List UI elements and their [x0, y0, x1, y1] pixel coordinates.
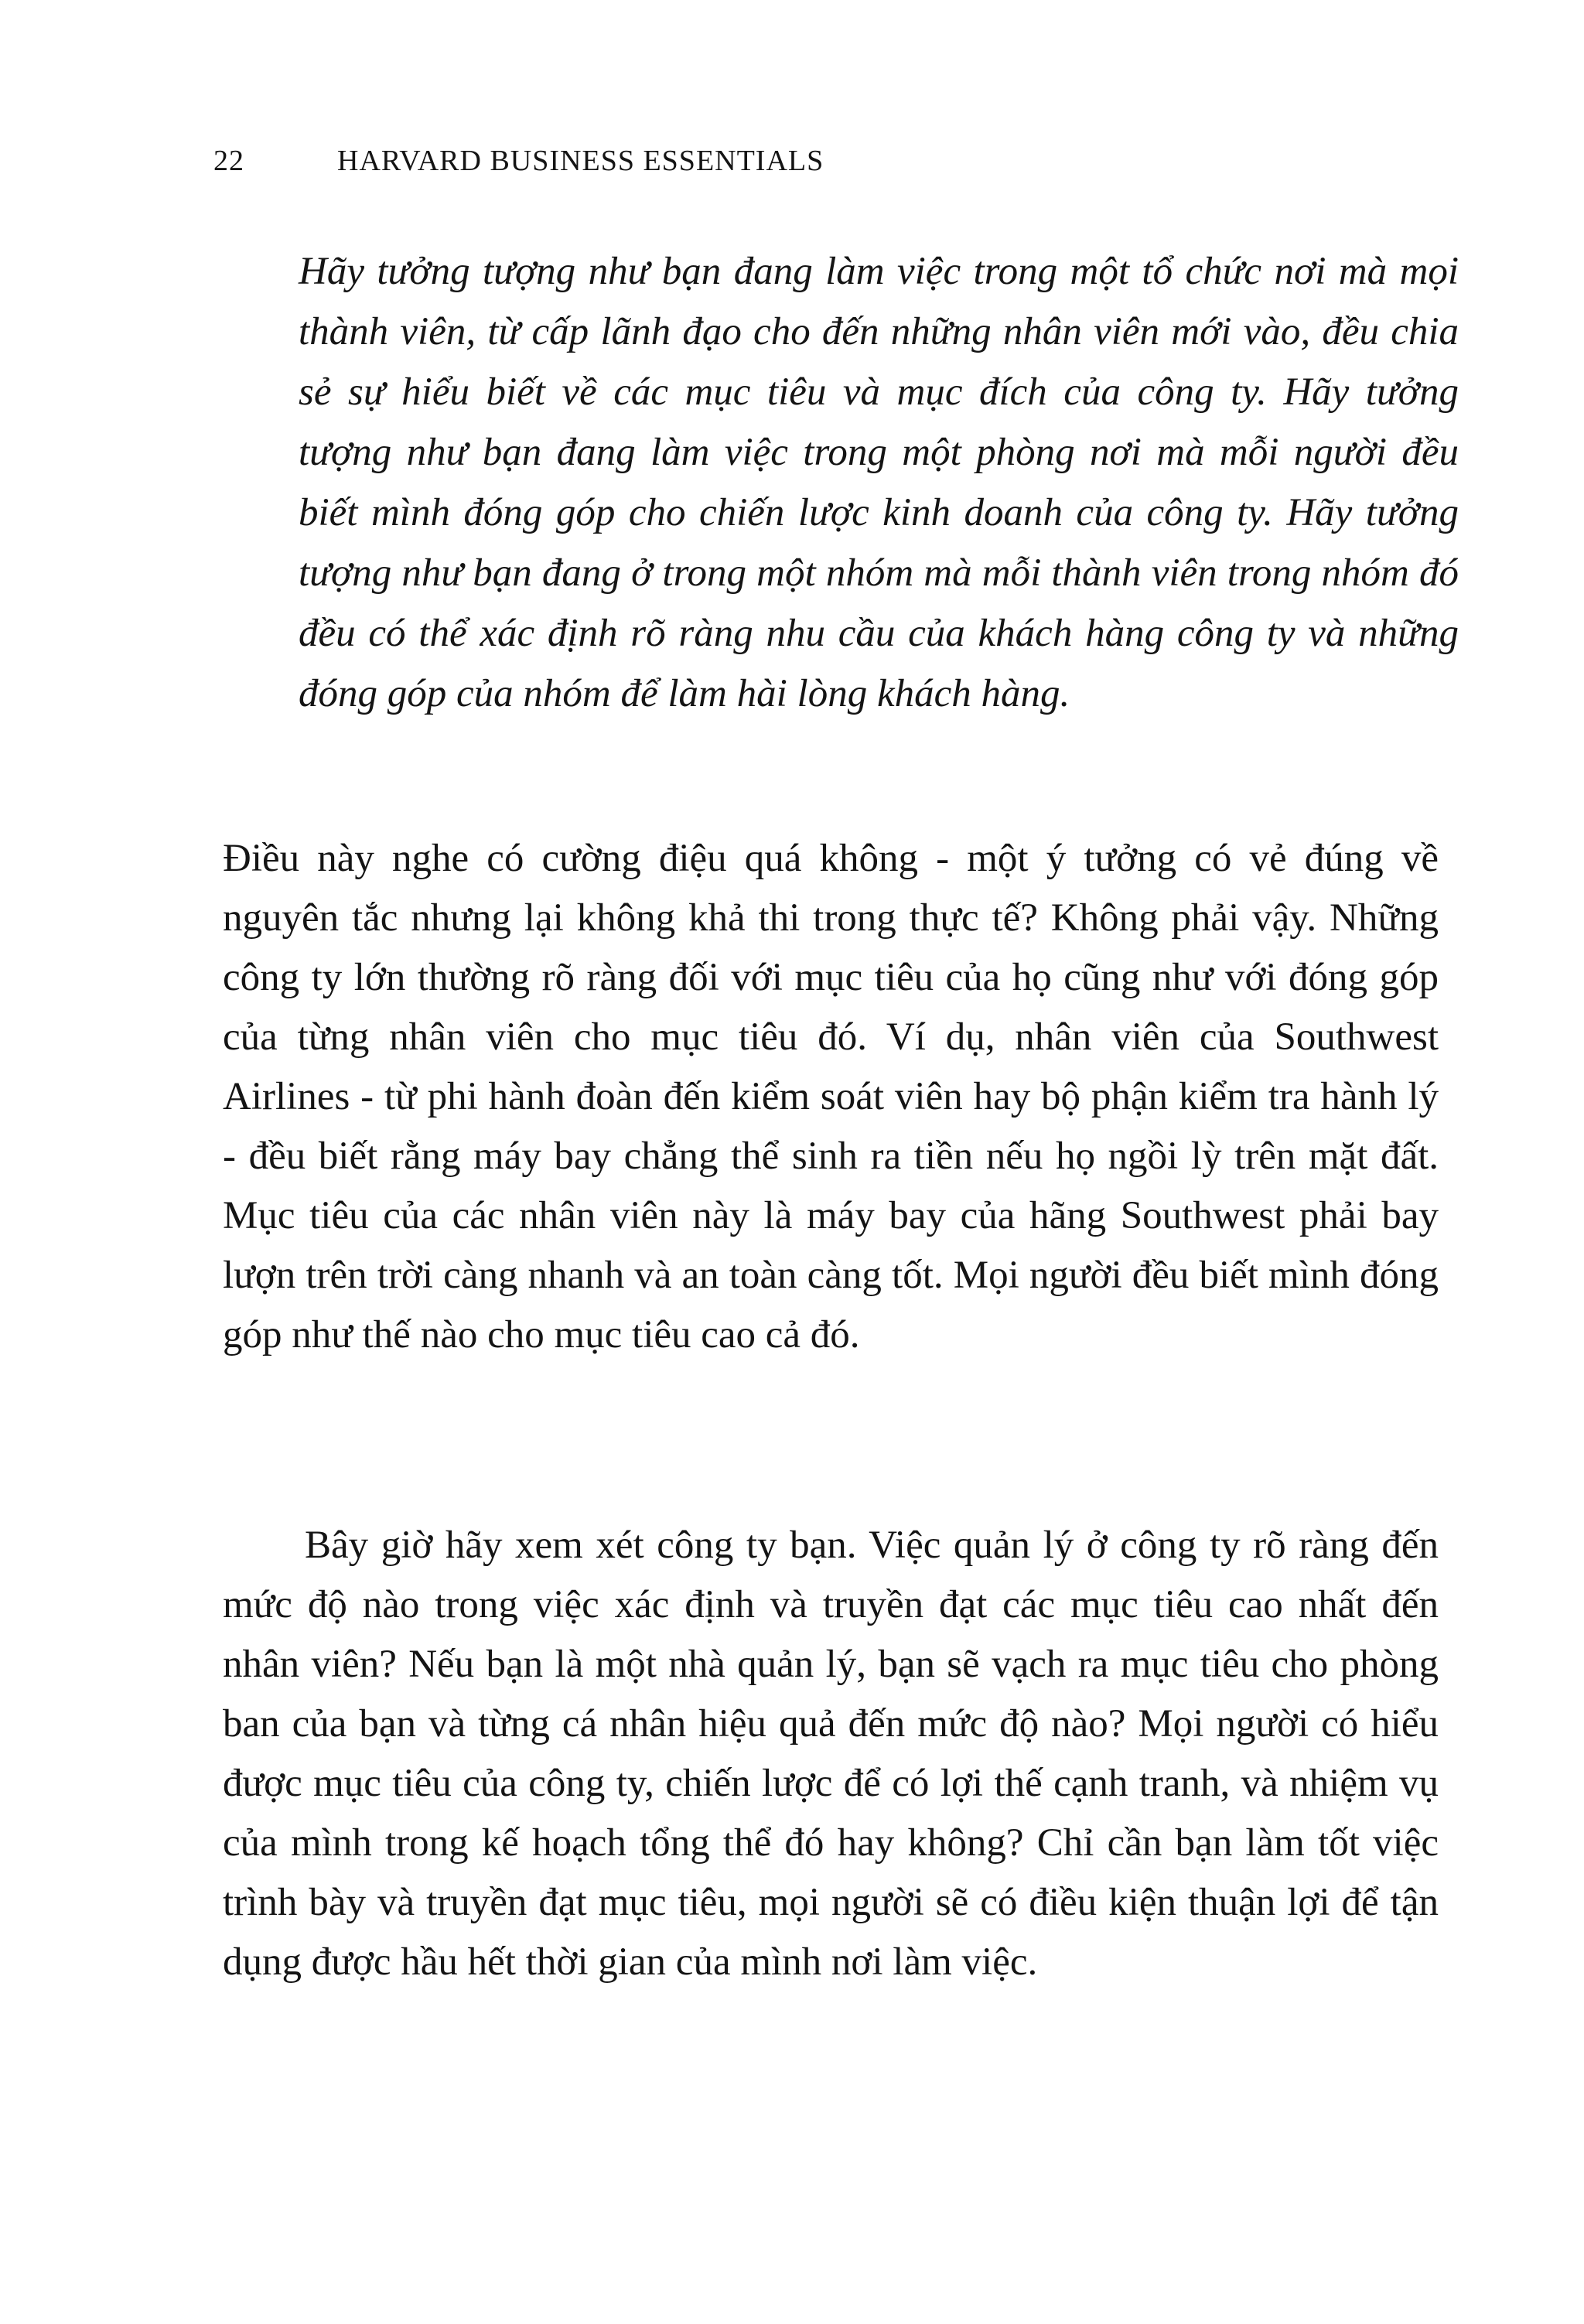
page-number: 22 [213, 145, 244, 177]
italic-quote-paragraph: Hãy tưởng tượng như bạn đang làm việc trong một tổ chức nơi mà mọi thành viên, từ cấp lãnh đạo cho đến những nhân viên mới vào, đều chia sẻ sự hiểu biết về các mục tiêu và mục đích của công ty. Hãy tưởng tượng như bạn đang làm việc trong một phòng nơi mà mỗi người đều biết mình đóng góp cho chiến lược kinh doanh của công ty. Hãy tưởng tượng như bạn đang ở trong một nhóm mà mỗi thành viên trong nhóm đó đều có thể xác định rõ ràng nhu cầu của khách hàng công ty và những đóng góp của nhóm để làm hài lòng khách hàng. [299, 250, 1459, 715]
running-header [213, 144, 824, 178]
body-paragraph-2: Bây giờ hãy xem xét công ty bạn. Việc quản lý ở công ty rõ ràng đến mức độ nào trong việc xác định và truyền đạt các mục tiêu cao nhất đến nhân viên? Nếu bạn là một nhà quản lý, bạn sẽ vạch ra mục tiêu cho phòng ban của bạn và từng cá nhân hiệu quả đến mức độ nào? Mọi người có hiểu được mục tiêu của công ty, chiến lược để có lợi thế cạnh tranh, và nhiệm vụ của mình trong kế hoạch tổng thể đó hay không? Chỉ cần bạn làm tốt việc trình bày và truyền đạt mục tiêu, mọi người sẽ có điều kiện thuận lợi để tận dụng được hầu hết thời gian của mình nơi làm việc. [223, 1524, 1439, 1984]
body-paragraph-1: Điều này nghe có cường điệu quá không - một ý tưởng có vẻ đúng về nguyên tắc nhưng lại không khả thi trong thực tế? Không phải vậy. Những công ty lớn thường rõ ràng đối với mục tiêu của họ cũng như với đóng góp của từng nhân viên cho mục tiêu đó. Ví dụ, nhân viên của Southwest Airlines - từ phi hành đoàn đến kiểm soát viên hay bộ phận kiểm tra hành lý - đều biết rằng máy bay chẳng thể sinh ra tiền nếu họ ngồi lỳ trên mặt đất. Mục tiêu của các nhân viên này là máy bay của hãng Southwest phải bay lượn trên trời càng nhanh và an toàn càng tốt. Mọi người đều biết mình đóng góp như thế nào cho mục tiêu cao cả đó. [223, 837, 1439, 1357]
running-title: HARVARD BUSINESS ESSENTIALS [337, 145, 824, 177]
